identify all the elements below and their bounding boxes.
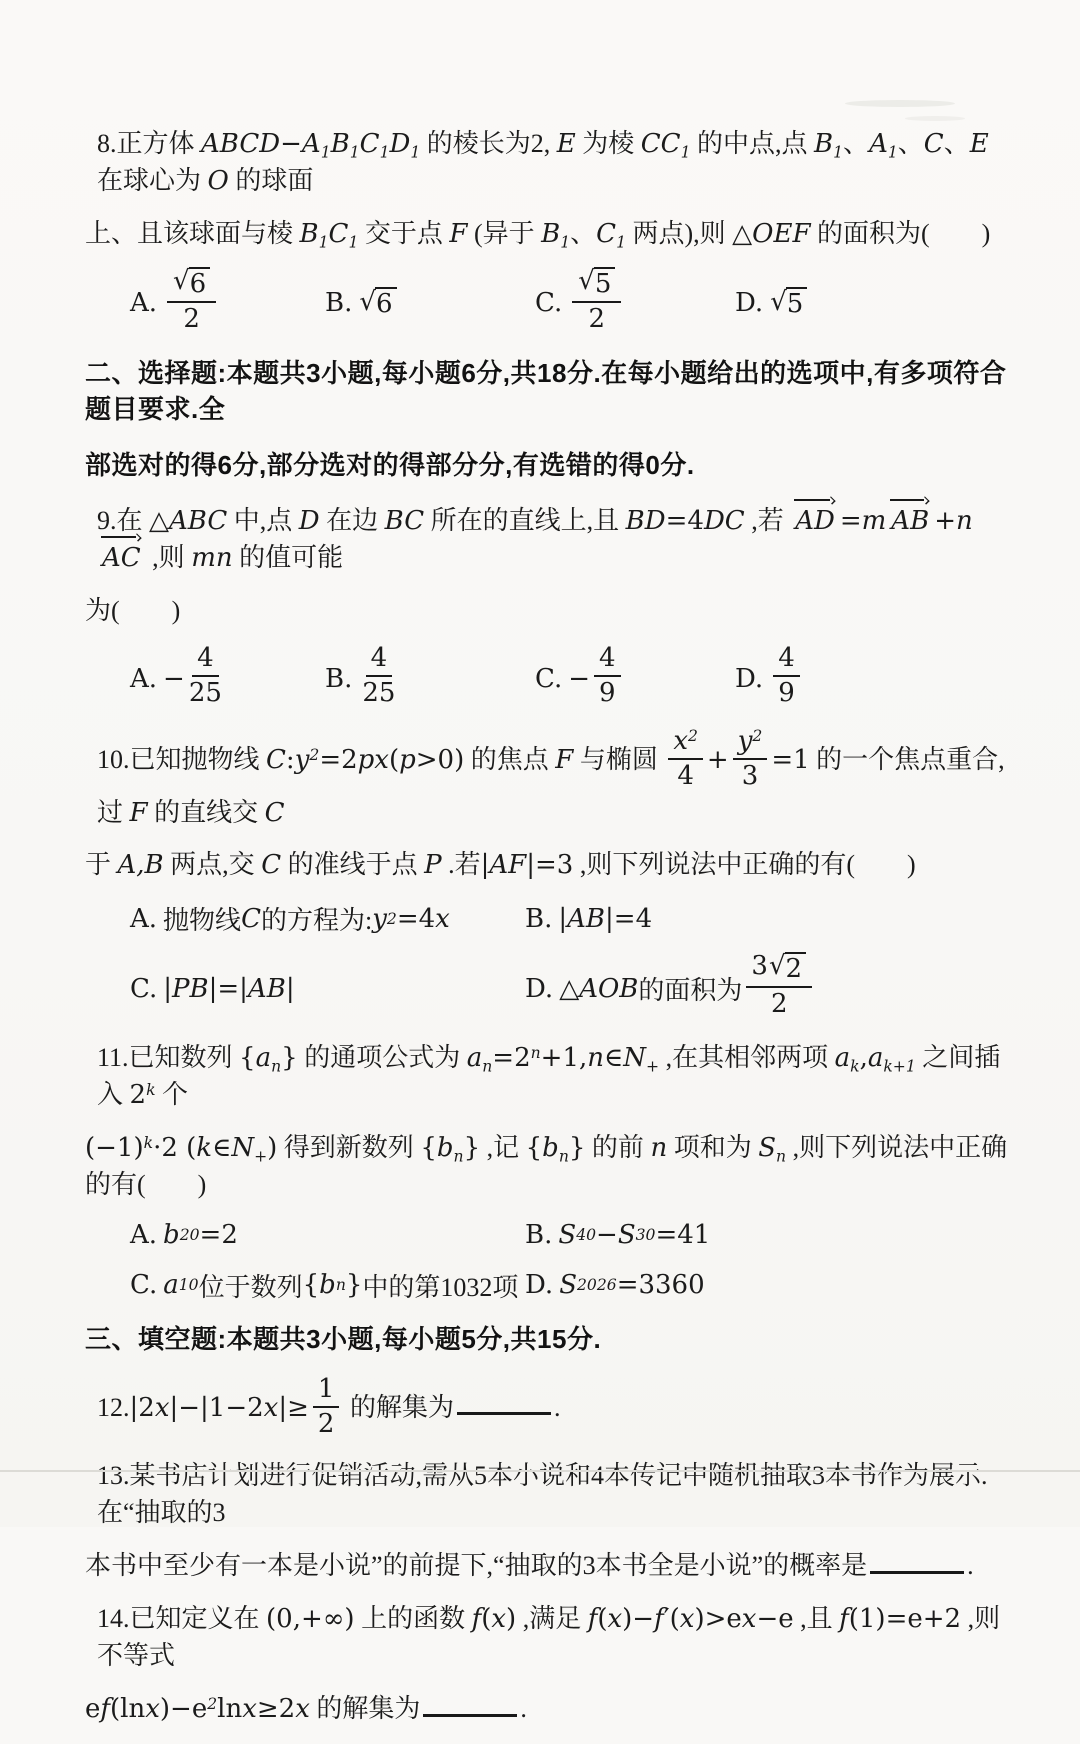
q11-options-row-2-option-C: C. a 10 位于数列 { b n } 中的第1032项 <box>130 1270 519 1302</box>
q11-line-2: $(-1)^k\cdot 2$ $(k\in N_+)$ 得到新数列 $\{b_n\}$ ,记 $\{b_n\}$ 的前 n 项和为 $S_n$ ,则下列说法中正确的有( ) <box>85 1132 1008 1199</box>
option-label: B. <box>325 288 353 319</box>
section-2-header-line-2: 部选对的得6分,部分选对的得部分分,有选错的得0分. <box>85 450 695 481</box>
q10-options-row-2-option-C: C. | PB |=| AB | <box>130 973 295 1004</box>
scan-artifact <box>905 116 965 121</box>
option-label: C. <box>130 973 158 1004</box>
q8-line-1: 8.正方体 $ABCD-A_1B_1C_1D_1$ 的棱长为2, E 为棱 $CC_1$ 的中点,点 $B_1$、$A_1$、C、E 在球心为 O 的球面 <box>97 129 989 196</box>
option-label: A. <box>130 1219 158 1250</box>
q13-line-1: 13.某书店计划进行促销活动,需从5本小说和4本传记中随机抽取3本书作为展示.在“抽取的3 <box>97 1461 988 1528</box>
q10-options-row-2 <box>85 951 1015 1023</box>
q9-options <box>85 642 1015 712</box>
option-label: D. <box>735 288 764 319</box>
q14-line-1: 14.已知定义在 (0,+∞) 上的函数 f(x) ,满足 f(x)−f′(x)>ex−e ,且 f(1)=e+2 ,则不等式 <box>97 1604 1001 1671</box>
q9-options-option-A: A. − $\frac{4}{25}$ <box>130 642 222 708</box>
option-label: C. <box>130 1270 158 1301</box>
section-2-header-line-1: 二、选择题:本题共3小题,每小题6分,共18分.在每小题给出的选项中,有多项符合题目要求.全 <box>85 357 1007 425</box>
q11-options-row-1-option-A: A. b 20 =2 <box>130 1219 238 1250</box>
option-label: B. <box>525 1219 553 1250</box>
option-label: C. <box>535 288 563 319</box>
q9-options-option-D: D. $\frac{4}{9}$ <box>735 646 1015 712</box>
option-label: A. <box>130 288 158 319</box>
q11-options-row-2 <box>85 1267 1015 1304</box>
q11-options-row-1 <box>85 1220 1015 1250</box>
option-label: D. <box>735 663 764 694</box>
q9-line-1: 9.在 △ABC 中,点 D 在边 BC 所在的直线上,且 BD=4DC ,若 AD =m AB +nAC ,则 mn 的值可能 <box>85 503 1015 577</box>
fill-in-blank <box>870 1566 964 1574</box>
q8-options-option-B: B. √ 6 <box>325 287 535 319</box>
exam-body <box>85 126 1015 1744</box>
q10-options-row-1-option-A: A. 抛物线 C 的方程为: y 2 =4 x <box>130 903 450 936</box>
option-label: A. <box>130 903 158 934</box>
q10-options-row-1-option-B: B. | AB |=4 <box>525 903 653 934</box>
fill-in-blank <box>457 1407 551 1415</box>
q8-options <box>85 265 1015 338</box>
q10-options-row-2-option-D: D. △ AOB 的面积为 3 √ 2 2 <box>525 954 1015 1023</box>
q9-options-option-C: C. − $\frac{4}{9}$ <box>535 646 735 712</box>
option-label: B. <box>325 663 353 694</box>
q10-options-row-1 <box>85 900 1015 937</box>
q9-options-option-B: B. $\frac{4}{25}$ <box>325 642 396 708</box>
q11-options-row-2-option-D: D. S 2026 =3360 <box>525 1270 705 1301</box>
q10-line-2: 于 A,B 两点,交 C 的准线于点 P .若|AF|=3 ,则下列说法中正确的有( ) <box>85 850 916 881</box>
q12-line: 12.|2x|−|1−2x|≥ $\frac{1}{2}$ 的解集为 . <box>97 1373 561 1439</box>
q8-options-option-C: C. √ 5 2 <box>535 269 735 338</box>
q14-line-2: $ef(\ln x)-e^2\ln x\ge 2x$ 的解集为 . <box>85 1693 527 1724</box>
q8-line-2: 上、且该球面与棱 $B_1C_1$ 交于点 F (异于 $B_1$、$C_1$ 两点),则 △OEF 的面积为( ) <box>85 218 991 252</box>
q8-options-option-D: D. √ 5 <box>735 287 1015 319</box>
option-label: A. <box>130 663 158 694</box>
option-label: D. <box>525 1270 554 1301</box>
fill-in-blank <box>423 1709 517 1717</box>
scan-artifact <box>845 100 955 107</box>
q9-line-2: 为( ) <box>85 596 181 626</box>
page-bottom-divider <box>0 1470 1080 1472</box>
option-label: C. <box>535 663 563 694</box>
q10-line-1: 10.已知抛物线 $C:y^2=2px(p>0)$ 的焦点 F 与椭圆 $\frac{x^2}{4}$ + $\frac{y^2}{3}$ =1 的一个焦点重合,过 F 的直线交 C <box>97 725 1005 828</box>
section-3-header: 三、填空题:本题共3小题,每小题5分,共15分. <box>85 1323 602 1354</box>
option-label: D. <box>525 973 554 1004</box>
option-label: B. <box>525 903 553 934</box>
q8-options-option-A: A. √ 6 2 <box>130 269 325 338</box>
q11-options-row-1-option-B: B. S 40 − S 30 =41 <box>525 1219 711 1250</box>
q13-line-2: 本书中至少有一本是小说”的前提下,“抽取的3本书全是小说”的概率是 . <box>85 1551 974 1581</box>
q11-line-1: 11.已知数列 $\{a_n\}$ 的通项公式为 $a_n=2^n+1,n\in N_+$ ,在其相邻两项 $a_k,a_{k+1}$ 之间插入 2$^k$ 个 <box>97 1043 1001 1110</box>
